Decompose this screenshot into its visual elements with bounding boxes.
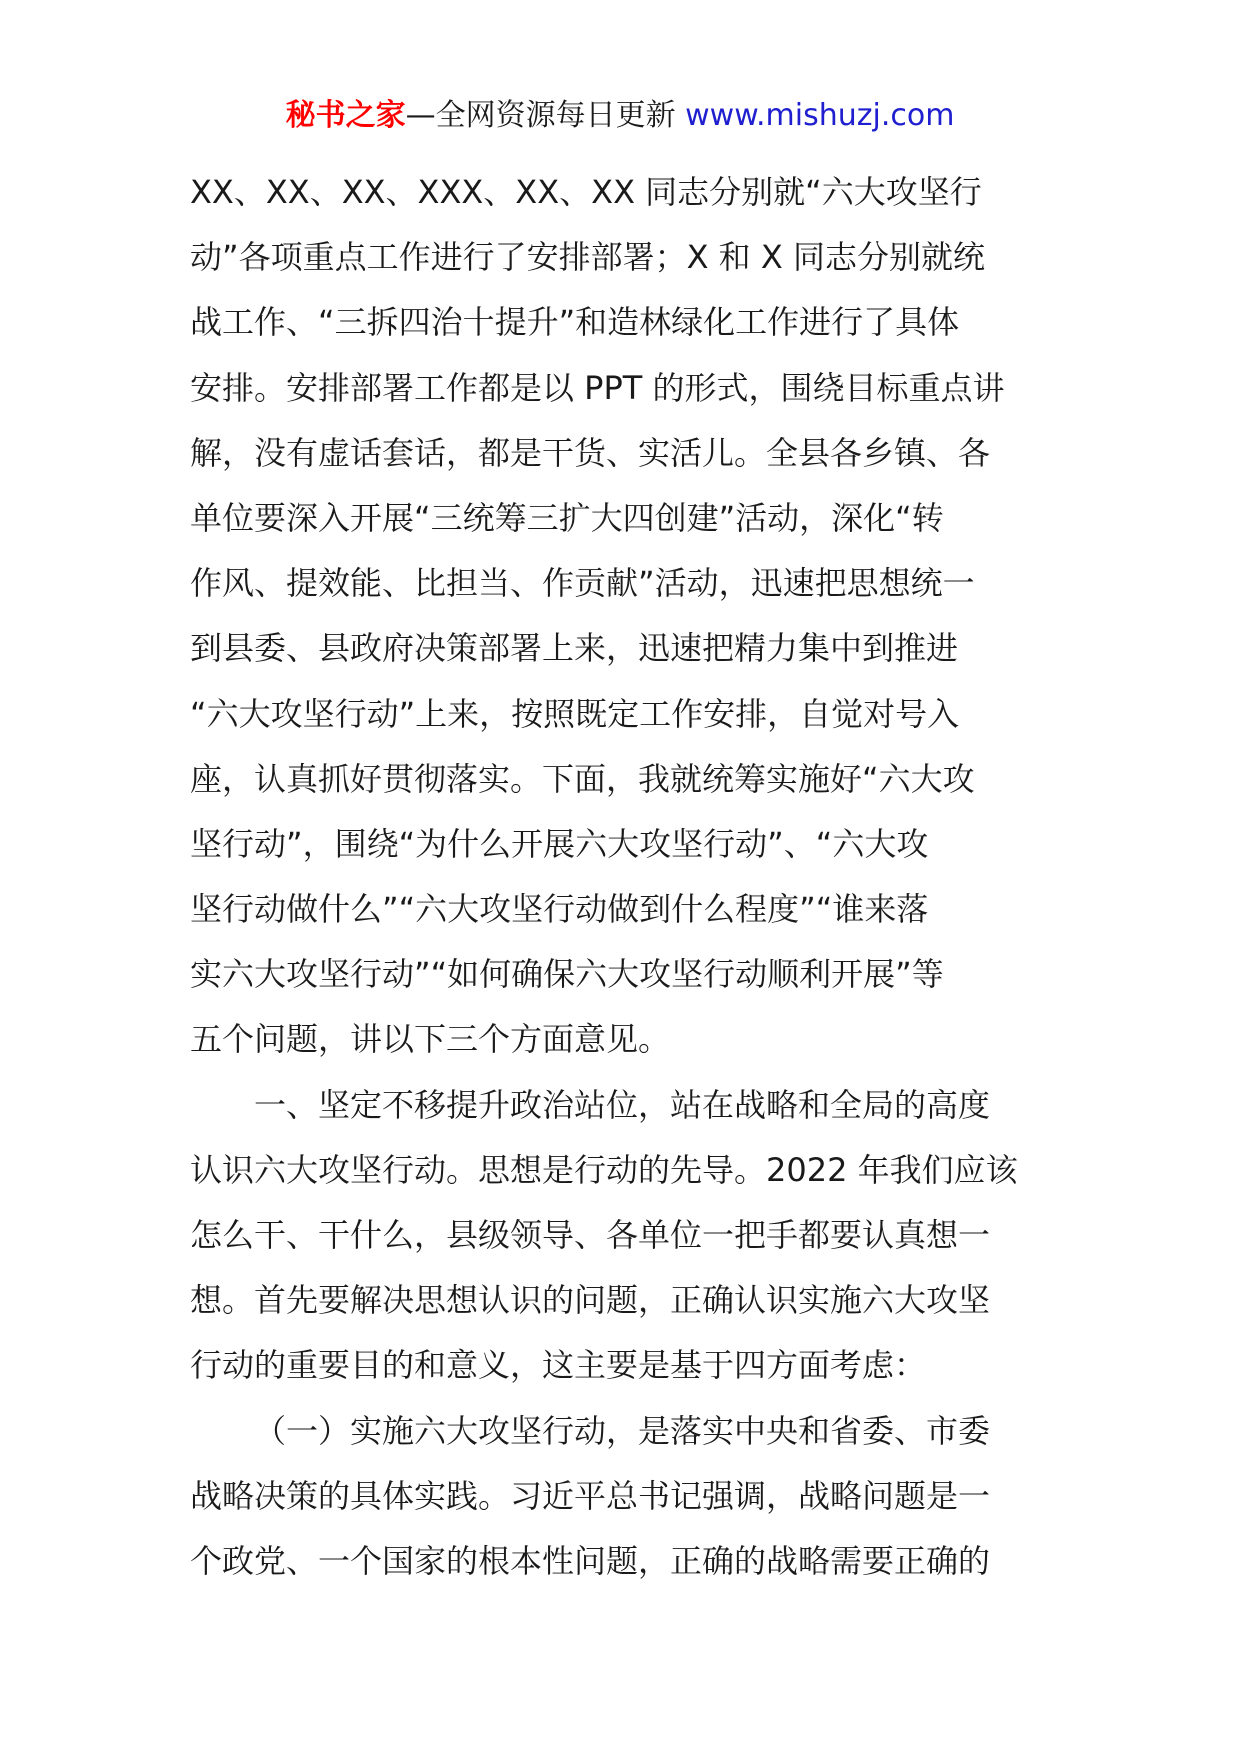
text-line: 坚行动做什么”“六大攻坚行动做到什么程度”“谁来落 — [190, 890, 929, 929]
text-line: 认识六大攻坚行动。思想是行动的先导。2022 年我们应该 — [190, 1150, 1018, 1189]
brand-name: 秘书之家 — [285, 98, 406, 133]
site-header — [0, 96, 1240, 136]
text-line: 解，没有虚话套话，都是干货、实活儿。全县各乡镇、各 — [190, 433, 991, 472]
text-line: 五个问题，讲以下三个方面意见。 — [190, 1020, 671, 1059]
text-line: 个政党、一个国家的根本性问题，正确的战略需要正确的 — [190, 1541, 991, 1580]
text-line: 战略决策的具体实践。习近平总书记强调，战略问题是一 — [190, 1476, 991, 1515]
section-heading-line: 一、坚定不移提升政治站位，站在战略和全局的高度 — [254, 1085, 991, 1124]
site-url: www.mishuzj.com — [685, 98, 955, 133]
text-line: 动”各项重点工作进行了安排部署；X 和 X 同志分别就统 — [190, 238, 985, 277]
subsection-heading-line: （一）实施六大攻坚行动，是落实中央和省委、市委 — [254, 1411, 991, 1450]
text-line: 到县委、县政府决策部署上来，迅速把精力集中到推进 — [190, 629, 959, 668]
text-line: 坚行动”，围绕“为什么开展六大攻坚行动”、“六大攻 — [190, 824, 929, 863]
text-line: 怎么干、干什么，县级领导、各单位一把手都要认真想一 — [190, 1216, 991, 1254]
text-line: “六大攻坚行动”上来，按照既定工作安排，自觉对号入 — [190, 694, 960, 733]
text-line: 想。首先要解决思想认识的问题，正确认识实施六大攻坚 — [190, 1281, 991, 1320]
text-line: XX、XX、XX、XXX、XX、XX 同志分别就“六大攻坚行 — [190, 173, 982, 211]
text-line: 座，认真抓好贯彻落实。下面，我就统筹实施好“六大攻 — [190, 759, 975, 798]
text-line: 战工作、“三拆四治十提升”和造林绿化工作进行了具体 — [190, 303, 960, 342]
document-body — [190, 160, 1060, 1594]
text-line: 作风、提效能、比担当、作贡献”活动，迅速把思想统一 — [190, 564, 975, 603]
text-line: 实六大攻坚行动”“如何确保六大攻坚行动顺利开展”等 — [190, 955, 944, 994]
text-line: 行动的重要目的和意义，这主要是基于四方面考虑： — [190, 1346, 927, 1385]
text-line: 单位要深入开展“三统筹三扩大四创建”活动，深化“转 — [190, 498, 944, 537]
header-tagline: —全网资源每日更新 — [405, 98, 686, 133]
text-line: 安排。安排部署工作都是以 PPT 的形式，围绕目标重点讲 — [190, 368, 1005, 407]
